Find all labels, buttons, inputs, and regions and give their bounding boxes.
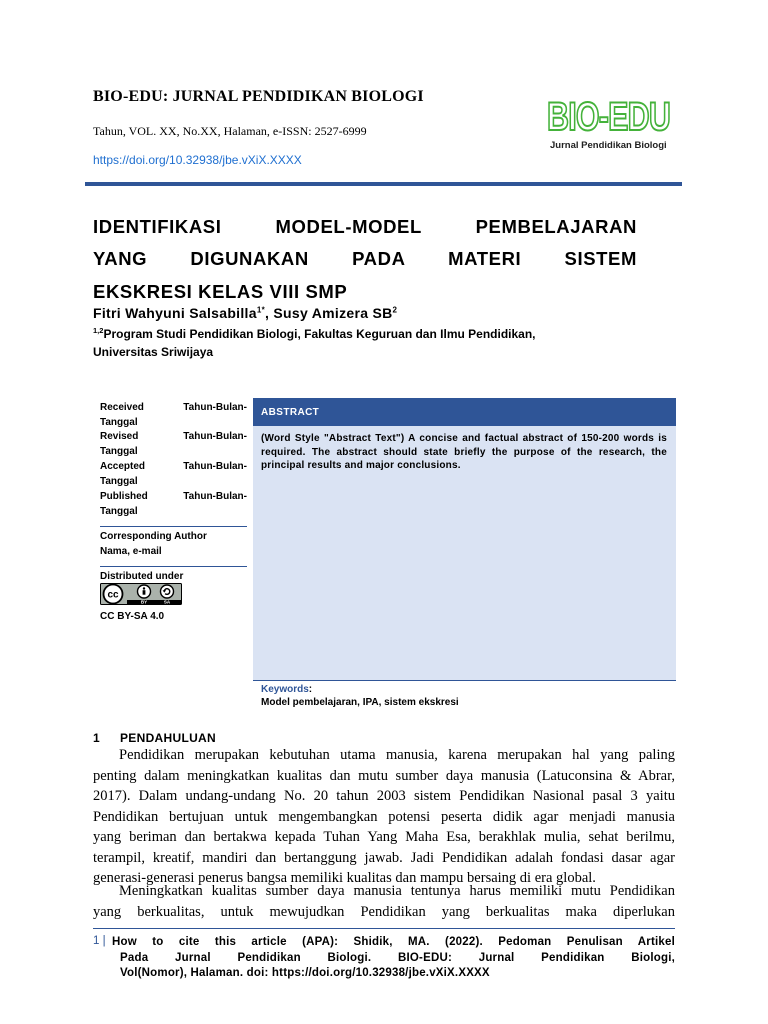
citation-line: Pada Jurnal Pendidikan Biologi. BIO-EDU: Jurnal Pendidikan Biologi, bbox=[120, 951, 675, 964]
paragraph-line: penting dalam meningkatkan kualitas dan mutu sumber daya manusia (Latuconsina & Abrar, bbox=[93, 767, 675, 784]
info-divider bbox=[100, 526, 247, 527]
license-label: CC BY-SA 4.0 bbox=[100, 611, 165, 622]
affiliation-text: Program Studi Pendidikan Biologi, Fakultas Keguruan dan Ilmu Pendidikan, bbox=[103, 327, 536, 341]
abstract-divider bbox=[253, 680, 676, 681]
revised-row bbox=[100, 429, 247, 444]
published-label: Published bbox=[100, 491, 148, 502]
received-value-cont: Tanggal bbox=[100, 417, 138, 428]
affiliation-university: Universitas Sriwijaya bbox=[93, 345, 214, 359]
author-name: Fitri Wahyuni Salsabilla bbox=[93, 305, 257, 321]
section-heading bbox=[93, 731, 216, 745]
citation-note bbox=[112, 935, 675, 982]
received-row bbox=[100, 400, 247, 415]
paragraph-line: 2017). Dalam undang-undang No. 20 tahun 2003 sistem Pendidikan Nasional pasal 3 yaitu bbox=[93, 788, 675, 804]
accepted-row bbox=[100, 459, 247, 474]
author-list bbox=[93, 305, 397, 321]
citation-line: Vol(Nomor), Halaman. doi: https://doi.org/10.32938/jbe.vXiX.XXXX bbox=[120, 967, 490, 979]
journal-meta: Tahun, VOL. XX, No.XX, Halaman, e-ISSN: 2527-6999 bbox=[93, 124, 367, 138]
article-title-line-2: YANG DIGUNAKAN PADA MATERI SISTEM bbox=[93, 248, 637, 269]
intro-paragraph-1 bbox=[93, 745, 675, 889]
section-title: PENDAHULUAN bbox=[120, 731, 216, 745]
author-affiliation-mark: 2 bbox=[392, 305, 398, 315]
received-value: Tahun-Bulan- bbox=[183, 402, 247, 413]
keywords-colon: : bbox=[308, 684, 313, 695]
logo-subtitle: Jurnal Pendidikan Biologi bbox=[550, 140, 667, 151]
info-divider bbox=[100, 566, 247, 567]
abstract-header bbox=[253, 398, 676, 426]
paragraph-line: Pendidikan merupakan kebutuhan utama manusia, karena merupakan hal yang paling bbox=[119, 747, 675, 763]
revised-label: Revised bbox=[100, 431, 139, 442]
published-value-cont: Tanggal bbox=[100, 506, 138, 517]
accepted-value: Tahun-Bulan- bbox=[183, 461, 247, 472]
abstract-text: (Word Style "Abstract Text") A concise and factual abstract of 150-200 words is required. The abstract should state briefly the purpose of the research, the principal results and major conclusions. bbox=[261, 433, 667, 471]
header-divider bbox=[85, 182, 682, 186]
logo-wordmark: BIO-EDU bbox=[547, 95, 671, 139]
affiliation-mark: 1,2 bbox=[93, 326, 104, 335]
revised-value-cont: Tanggal bbox=[100, 446, 138, 457]
paragraph-line: yang beriman dan bertakwa kepada Tuhan Yang Maha Esa, berakhlak mulia, sehat berilmu, bbox=[93, 829, 675, 845]
revised-value: Tahun-Bulan- bbox=[183, 431, 247, 442]
cc-logo-text: cc bbox=[107, 589, 119, 601]
corresponding-label: Corresponding Author bbox=[100, 531, 207, 542]
page-number: 1 | bbox=[93, 935, 106, 947]
paragraph-line: terampil, kreatif, mandiri dan bertanggung jawab. Jadi Pendidikan adalah fondasi dasar agar bbox=[93, 849, 675, 866]
journal-name: BIO-EDU: JURNAL PENDIDIKAN BIOLOGI bbox=[93, 88, 424, 105]
cc-by-sa-badge bbox=[100, 583, 182, 605]
keywords-label-text: Keywords bbox=[261, 684, 309, 695]
keywords-label bbox=[261, 684, 312, 695]
article-title-line-3: EKSKRESI KELAS VIII SMP bbox=[93, 281, 348, 302]
accepted-label: Accepted bbox=[100, 461, 146, 472]
citation-line: How to cite this article (APA): Shidik, MA. (2022). Pedoman Penulisan Artikel bbox=[112, 936, 675, 948]
journal-doi-link[interactable]: https://doi.org/10.32938/jbe.vXiX.XXXX bbox=[93, 153, 302, 167]
corresponding-value: Nama, e-mail bbox=[100, 546, 162, 557]
author-affiliation-mark: 1* bbox=[256, 305, 265, 315]
footer-divider bbox=[93, 928, 675, 929]
abstract-heading: ABSTRACT bbox=[261, 407, 320, 418]
author-name: Susy Amizera SB bbox=[273, 305, 393, 321]
journal-logo bbox=[547, 97, 677, 159]
distributed-label: Distributed under bbox=[100, 571, 184, 582]
accepted-value-cont: Tanggal bbox=[100, 476, 138, 487]
published-row bbox=[100, 489, 247, 504]
section-number: 1 bbox=[93, 731, 100, 745]
keywords-text: Model pembelajaran, IPA, sistem ekskresi bbox=[261, 697, 459, 708]
article-title-line-1: IDENTIFIKASI MODEL-MODEL PEMBELAJARAN bbox=[93, 216, 637, 237]
cc-sa-text: SA bbox=[163, 599, 171, 605]
received-label: Received bbox=[100, 402, 144, 413]
affiliation-line bbox=[93, 326, 536, 341]
paragraph-line: generasi-generasi penerus bangsa memiliki kualitas dan mampu bersaing di era global. bbox=[93, 870, 596, 886]
author-separator: , bbox=[265, 305, 274, 321]
paragraph-line: Meningkatkan kualitas sumber daya manusia tentunya harus memiliki mutu Pendidikan bbox=[119, 883, 675, 899]
published-value: Tahun-Bulan- bbox=[183, 491, 247, 502]
intro-paragraph-2 bbox=[93, 881, 675, 922]
paragraph-line: yang berkualitas, untuk mewujudkan Pendidikan yang berkualitas maka diperlukan bbox=[93, 903, 675, 920]
paragraph-line: Pendidikan bertujuan untuk mengembangkan potensi peserta didik agar menjadi manusia bbox=[93, 808, 675, 825]
cc-by-text: BY bbox=[140, 599, 148, 605]
